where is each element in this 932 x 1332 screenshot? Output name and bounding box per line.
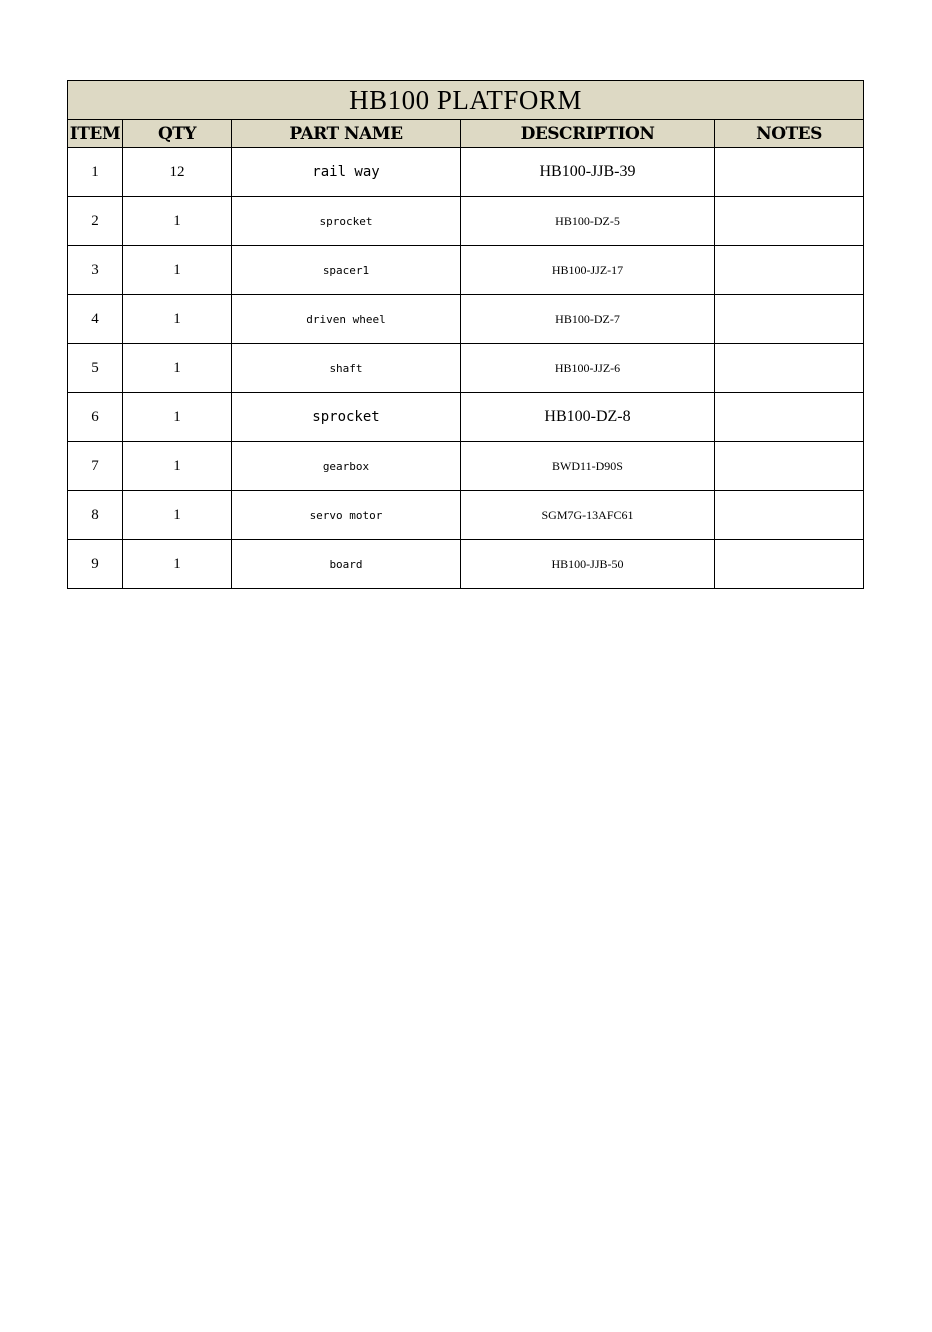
item-cell: 3 — [68, 246, 123, 295]
qty-cell: 1 — [123, 197, 232, 246]
table-row — [68, 246, 864, 295]
part-name-cell: gearbox — [232, 442, 461, 491]
description-cell: HB100-DZ-8 — [461, 393, 715, 442]
notes-cell — [715, 540, 864, 589]
description-cell: HB100-JJZ-17 — [461, 246, 715, 295]
table-row — [68, 540, 864, 589]
notes-cell — [715, 197, 864, 246]
notes-cell — [715, 442, 864, 491]
column-header-qty: QTY — [123, 120, 232, 148]
notes-cell — [715, 148, 864, 197]
table-row — [68, 344, 864, 393]
item-cell: 7 — [68, 442, 123, 491]
item-cell: 2 — [68, 197, 123, 246]
table-row — [68, 491, 864, 540]
qty-cell: 1 — [123, 246, 232, 295]
column-header-notes: NOTES — [715, 120, 864, 148]
part-name-cell: driven wheel — [232, 295, 461, 344]
column-header-description: DESCRIPTION — [461, 120, 715, 148]
table-row — [68, 442, 864, 491]
notes-cell — [715, 344, 864, 393]
qty-cell: 1 — [123, 540, 232, 589]
qty-cell: 1 — [123, 344, 232, 393]
item-cell: 9 — [68, 540, 123, 589]
notes-cell — [715, 246, 864, 295]
notes-cell — [715, 295, 864, 344]
qty-cell: 1 — [123, 491, 232, 540]
description-cell: HB100-JJB-50 — [461, 540, 715, 589]
column-header-part-name: PART NAME — [232, 120, 461, 148]
bom-table — [67, 80, 864, 589]
qty-cell: 1 — [123, 393, 232, 442]
item-cell: 5 — [68, 344, 123, 393]
qty-cell: 12 — [123, 148, 232, 197]
table-row — [68, 295, 864, 344]
part-name-cell: spacer1 — [232, 246, 461, 295]
qty-cell: 1 — [123, 295, 232, 344]
header-row — [68, 120, 864, 148]
part-name-cell: rail way — [232, 148, 461, 197]
description-cell: HB100-DZ-5 — [461, 197, 715, 246]
table-row — [68, 197, 864, 246]
part-name-cell: sprocket — [232, 393, 461, 442]
qty-cell: 1 — [123, 442, 232, 491]
item-cell: 8 — [68, 491, 123, 540]
part-name-cell: shaft — [232, 344, 461, 393]
column-header-item: ITEM — [68, 120, 123, 148]
item-cell: 4 — [68, 295, 123, 344]
notes-cell — [715, 491, 864, 540]
description-cell: SGM7G-13AFC61 — [461, 491, 715, 540]
notes-cell — [715, 393, 864, 442]
part-name-cell: servo motor — [232, 491, 461, 540]
description-cell: HB100-JJB-39 — [461, 148, 715, 197]
part-name-cell: board — [232, 540, 461, 589]
description-cell: HB100-JJZ-6 — [461, 344, 715, 393]
table-row — [68, 393, 864, 442]
item-cell: 1 — [68, 148, 123, 197]
table-row — [68, 148, 864, 197]
description-cell: HB100-DZ-7 — [461, 295, 715, 344]
description-cell: BWD11-D90S — [461, 442, 715, 491]
part-name-cell: sprocket — [232, 197, 461, 246]
item-cell: 6 — [68, 393, 123, 442]
table-title: HB100 PLATFORM — [68, 81, 864, 120]
